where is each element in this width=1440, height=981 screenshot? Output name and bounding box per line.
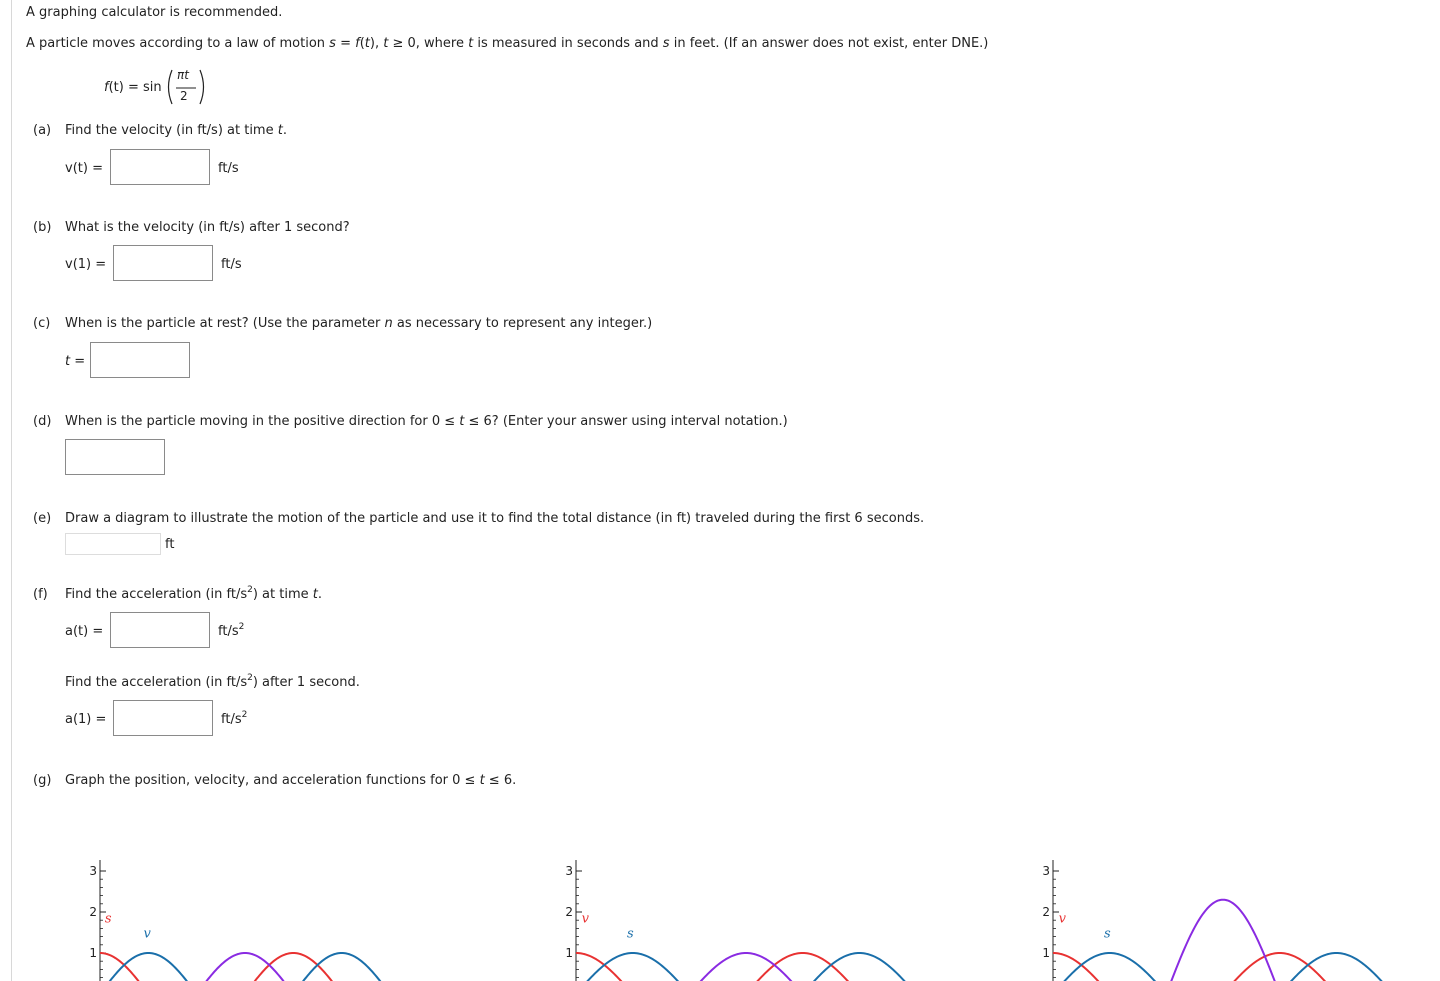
statement-text: ), bbox=[369, 36, 384, 51]
tick-label: 3 bbox=[565, 864, 573, 878]
part-e-unit: ft bbox=[165, 537, 175, 552]
statement-text: ( bbox=[359, 36, 365, 51]
series-v-label: v bbox=[1058, 911, 1067, 927]
part-a-question bbox=[65, 123, 287, 138]
unit-text: ft/s bbox=[218, 624, 239, 639]
tick-label: 1 bbox=[565, 946, 573, 960]
positive-direction-input[interactable] bbox=[65, 439, 165, 475]
question-sup: 2 bbox=[247, 585, 253, 595]
acceleration-at-1-input[interactable] bbox=[113, 700, 213, 736]
part-a-label: v(t) = bbox=[65, 161, 103, 176]
question-var: t bbox=[312, 587, 318, 602]
series-s-label: s bbox=[627, 926, 634, 942]
part-f-question bbox=[65, 587, 322, 602]
question-text: . bbox=[282, 123, 287, 138]
part-f-tag: (f) bbox=[33, 587, 48, 602]
left-rule bbox=[11, 0, 12, 981]
part-g-question bbox=[65, 773, 516, 788]
statement-var: s bbox=[329, 36, 336, 51]
graph-option-2[interactable] bbox=[556, 850, 936, 981]
velocity-at-1-input[interactable] bbox=[113, 245, 213, 281]
formula-numerator: πt bbox=[177, 68, 189, 82]
question-text: Find the acceleration (in ft/s bbox=[65, 587, 248, 602]
question-text: ≤ 6. bbox=[484, 773, 517, 788]
question-var: t bbox=[459, 414, 465, 429]
question-text: Find the acceleration (in ft/s bbox=[65, 675, 248, 690]
part-f2-question bbox=[65, 675, 360, 690]
calculator-note: A graphing calculator is recommended. bbox=[26, 5, 283, 20]
part-b-tag: (b) bbox=[33, 220, 52, 235]
part-f2-unit bbox=[221, 712, 247, 727]
formula-denominator: 2 bbox=[180, 89, 188, 103]
statement-text: A particle moves according to a law of motion bbox=[26, 36, 330, 51]
series-a-line bbox=[100, 953, 390, 981]
part-f-unit bbox=[218, 624, 244, 639]
question-text: ) at time bbox=[252, 587, 313, 602]
statement-var: t bbox=[468, 36, 474, 51]
velocity-input[interactable] bbox=[110, 149, 210, 185]
question-text: ) after 1 second. bbox=[252, 675, 360, 690]
series-s-label: s bbox=[1104, 926, 1111, 942]
series-v-label: v bbox=[581, 911, 590, 927]
question-sup: 2 bbox=[247, 673, 253, 683]
series-s-line bbox=[1053, 953, 1393, 981]
question-var: t bbox=[479, 773, 485, 788]
statement-text: is measured in seconds and bbox=[473, 36, 663, 51]
tick-label: 3 bbox=[89, 864, 97, 878]
series-v-line bbox=[100, 953, 390, 981]
series-v-label: v bbox=[143, 926, 151, 942]
statement-var: s bbox=[662, 36, 670, 51]
series-v-line bbox=[1053, 953, 1393, 981]
tick-label: 3 bbox=[1042, 864, 1050, 878]
part-f2-label: a(1) = bbox=[65, 712, 107, 727]
question-text: When is the particle moving in the positive direction for 0 ≤ bbox=[65, 414, 460, 429]
series-a-line bbox=[576, 953, 916, 981]
part-f-label: a(t) = bbox=[65, 624, 104, 639]
question-var: n bbox=[384, 316, 393, 331]
statement-text: ≥ 0, where bbox=[388, 36, 469, 51]
statement-var: t bbox=[364, 36, 370, 51]
part-c-tag: (c) bbox=[33, 316, 51, 331]
unit-text: ft/s bbox=[221, 712, 242, 727]
formula-lhs-text: (t) = sin bbox=[108, 80, 162, 95]
series-s-line bbox=[576, 953, 916, 981]
part-e-tag: (e) bbox=[33, 511, 52, 526]
tick-label: 2 bbox=[1042, 905, 1050, 919]
part-a-unit: ft/s bbox=[218, 161, 239, 176]
formula-lhs bbox=[104, 80, 162, 95]
graph-option-3[interactable] bbox=[1033, 850, 1413, 981]
total-distance-input[interactable] bbox=[65, 533, 161, 555]
question-var: t bbox=[277, 123, 283, 138]
statement-text: in feet. (If an answer does not exist, enter DNE.) bbox=[669, 36, 989, 51]
part-g-tag: (g) bbox=[33, 773, 52, 788]
graph-option-1[interactable] bbox=[80, 850, 410, 981]
statement-var: f bbox=[355, 36, 360, 51]
series-s-line bbox=[100, 953, 390, 981]
unit-sup: 2 bbox=[238, 622, 245, 632]
question-text: When is the particle at rest? (Use the parameter bbox=[65, 316, 385, 331]
part-d-tag: (d) bbox=[33, 414, 52, 429]
series-v-line bbox=[576, 953, 916, 981]
problem-statement bbox=[26, 36, 988, 51]
part-b-label: v(1) = bbox=[65, 257, 107, 272]
tick-label: 1 bbox=[1042, 946, 1050, 960]
tick-label: 1 bbox=[89, 946, 97, 960]
question-text: ≤ 6? (Enter your answer using interval notation.) bbox=[464, 414, 788, 429]
part-c-label: t = bbox=[65, 354, 86, 369]
unit-sup: 2 bbox=[241, 710, 248, 720]
question-text: as necessary to represent any integer.) bbox=[392, 316, 653, 331]
tick-label: 2 bbox=[89, 905, 97, 919]
part-a-tag: (a) bbox=[33, 123, 52, 138]
statement-var: t bbox=[383, 36, 389, 51]
acceleration-input[interactable] bbox=[110, 612, 210, 648]
part-b-question: What is the velocity (in ft/s) after 1 second? bbox=[65, 220, 350, 235]
question-text: Graph the position, velocity, and acceleration functions for 0 ≤ bbox=[65, 773, 480, 788]
part-d-question bbox=[65, 414, 788, 429]
question-text: Find the velocity (in ft/s) at time bbox=[65, 123, 278, 138]
tick-label: 2 bbox=[565, 905, 573, 919]
formula-f: f bbox=[104, 80, 109, 95]
series-s-label: s bbox=[104, 911, 112, 927]
part-b-unit: ft/s bbox=[221, 257, 242, 272]
part-c-question bbox=[65, 316, 652, 331]
statement-text: = bbox=[335, 36, 356, 51]
rest-time-input[interactable] bbox=[90, 342, 190, 378]
question-text: . bbox=[317, 587, 322, 602]
part-e-question: Draw a diagram to illustrate the motion of the particle and use it to find the total distance (in ft) traveled during the first 6 seconds. bbox=[65, 511, 925, 526]
